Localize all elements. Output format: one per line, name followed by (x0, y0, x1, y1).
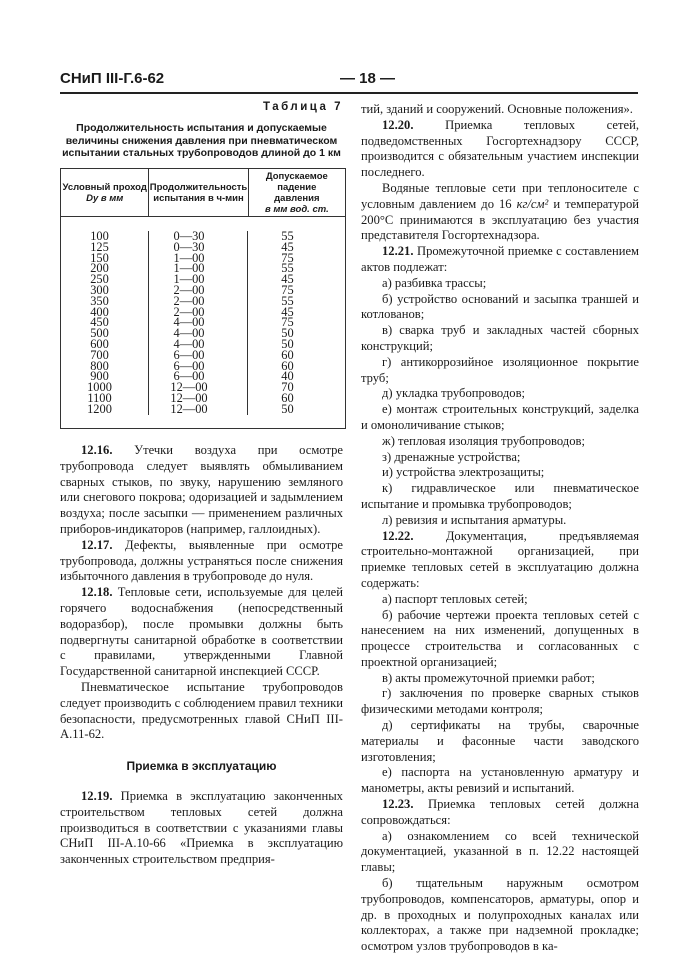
document-code: СНиП III-Г.6-62 (60, 70, 165, 87)
paragraph-12-23: 12.23. Приемка тепловых сетей должна сопровождаться: (361, 797, 639, 827)
paragraph-12-20: 12.20. Приемка тепловых сетей, подведомственных Госгортехнадзору СССР, производится с обязательным участием инспекции последнего. (361, 117, 639, 180)
list-item: е) монтаж строительных конструкций, заделка и омоноличивание стыков; (361, 402, 639, 432)
list-item: а) разбивка трассы; (382, 275, 487, 290)
table-cell: 350 (90, 293, 109, 308)
list-item: г) заключения по проверке сварных стыков физическими методами контроля; (361, 686, 639, 717)
table-cell: 75 (281, 282, 294, 297)
column-header-duration: Продолжительность испытания в ч-мин (149, 169, 248, 216)
paragraph-12-19: 12.19. Приемка в эксплуатацию законченных строительством тепловых сетей должна производиться в соответствии с указаниями главы СНиП III-А.10-66 «Приемка в эксплуатацию законченных строительством предприя- (60, 788, 343, 867)
paragraph-12-16: 12.16. Утечки воздуха при осмотре трубопровода следует выявлять обмыливанием сварных стыков, по звуку, нарушению земляного или снегового покрова; одоризацией и задымлением воздуха; после засыпки — применением различных приборов-индикаторов (например, галлоидных). (60, 443, 343, 536)
table-cell: 45 (281, 239, 294, 254)
paragraph-pneumatic-test: Пневматическое испытание трубопроводов следует производить с соблюдением правил техники безопасности, предусмотренных главой СНиП III-А.11-62. (60, 679, 343, 742)
table-header (61, 169, 345, 217)
table-cell: 6—00 (173, 347, 205, 362)
table-cell: 400 (90, 304, 109, 319)
table-cell: 450 (90, 315, 109, 330)
column-pressure-drop (248, 231, 345, 415)
table-cell: 75 (281, 250, 294, 265)
table-cell: 55 (281, 261, 294, 276)
list-item: е) паспорта на установленную арматуру и манометры, акты ревизий и испытаний. (361, 765, 639, 796)
list-item: б) тщательным наружным осмотром трубопроводов, компенсаторов, арматуры, опор и др. в проходных и полупроходных каналах или коллекторах, а также при надземной прокладке; осмотром узлов трубопроводов в ка- (361, 876, 639, 954)
list-item: г) антикоррозийное изоляционное покрытие труб; (361, 354, 639, 385)
table-cell: 800 (90, 358, 109, 373)
table-cell: 70 (281, 380, 294, 395)
list-12-23 (361, 829, 639, 955)
right-column-text (361, 102, 639, 955)
table-cell: 1—00 (173, 250, 205, 265)
table-cell: 12—00 (170, 401, 208, 416)
table-cell: 200 (90, 261, 109, 276)
table-cell: 12—00 (170, 390, 208, 405)
table-cell: 75 (281, 315, 294, 330)
table-cell: 1000 (87, 380, 112, 395)
list-item: в) сварка труб и закладных частей сборных конструкций; (361, 323, 639, 353)
list-item: а) паспорт тепловых сетей; (382, 591, 528, 606)
list-item: ж) тепловая изоляция трубопроводов; (382, 433, 585, 448)
table-cell: 60 (281, 390, 294, 405)
table-cell: 45 (281, 272, 294, 287)
list-item: з) дренажные устройства; (382, 449, 521, 464)
table-cell: 150 (90, 250, 109, 265)
table-cell: 1—00 (173, 261, 205, 276)
table-cell: 300 (90, 282, 109, 297)
table-cell: 4—00 (173, 336, 205, 351)
table-cell: 600 (90, 336, 109, 351)
list-item: б) устройство оснований и засыпка траншей и котлованов; (361, 291, 639, 322)
column-diameter (61, 231, 149, 415)
table-body (61, 217, 345, 428)
page-number: — 18 — (340, 70, 396, 87)
left-column-text (60, 443, 343, 868)
table-cell: 250 (90, 272, 109, 287)
table-title: Продолжительность испытания и допускаемые величины снижения давления при пневматическом испытании стальных трубопроводов длиной до 1 км (62, 122, 341, 159)
list-item: б) рабочие чертежи проекта тепловых сетей с нанесением на них изменений, допущенных в процессе строительства и согласованных с проектной организацией; (361, 607, 639, 669)
list-item: а) ознакомлением со всей технической документацией, указанной в п. 12.22 настоящей главы; (361, 828, 639, 875)
table-cell: 1—00 (173, 272, 205, 287)
list-item: и) устройства электрозащиты; (382, 465, 545, 480)
paragraph-continuation: тий, зданий и сооружений. Основные положения». (361, 102, 633, 116)
table-cell: 700 (90, 347, 109, 362)
column-header-diameter: Условный проход Dу в мм (61, 169, 149, 216)
table-cell: 900 (90, 369, 109, 384)
section-heading: Приемка в эксплуатацию (126, 759, 277, 774)
column-header-pressure-drop: Допускаемое падение давления в мм вод. ст. (264, 170, 329, 215)
paragraph-12-17: 12.17. Дефекты, выявленные при осмотре трубопровода, должны устраняться после снижения избыточного давления в трубопроводе до нуля. (60, 537, 343, 584)
column-duration (149, 231, 248, 415)
table-cell: 6—00 (173, 369, 205, 384)
table-cell: 60 (281, 358, 294, 373)
table-cell: 50 (281, 326, 294, 341)
list-item: л) ревизия и испытания арматуры. (382, 512, 567, 527)
paragraph-12-21: 12.21. Промежуточной приемке с составлением актов подлежат: (361, 244, 639, 274)
table-cell: 1100 (87, 390, 112, 405)
table-cell: 6—00 (173, 358, 205, 373)
table-cell: 40 (281, 369, 294, 384)
list-item: д) сертификаты на трубы, сварочные материалы и фасонные части заводского изготовления; (361, 718, 639, 764)
paragraph-12-22: 12.22. Документация, предъявляемая строительно-монтажной организацией, при приемке тепловых сетей в эксплуатацию должна содержать: (361, 528, 639, 590)
table-cell: 4—00 (173, 315, 205, 330)
paragraph-12-18: 12.18. Тепловые сети, используемые для целей горячего водоснабжения (непосредственный водоразбор), после промывки должны быть подвергнуты санитарной обработке в соответствии с правилами, утвержденными Главной Государственной санитарной инспекцией СССР. (60, 585, 343, 679)
table-cell: 1200 (87, 401, 112, 416)
table-cell: 2—00 (173, 282, 205, 297)
table-label: Таблица 7 (262, 101, 343, 113)
list-12-21 (361, 276, 639, 529)
table-cell: 500 (90, 326, 109, 341)
table-cell: 0—30 (173, 239, 205, 254)
table-cell: 2—00 (173, 304, 205, 319)
table-cell: 45 (281, 304, 294, 319)
table-cell: 2—00 (173, 293, 205, 308)
table-cell: 55 (281, 293, 294, 308)
table-cell: 50 (281, 401, 294, 416)
table-cell: 4—00 (173, 326, 205, 341)
table-cell: 12—00 (170, 380, 208, 395)
data-table (60, 168, 346, 429)
table-cell: 100 (90, 229, 109, 243)
list-item: в) акты промежуточной приемки работ; (382, 670, 595, 685)
list-item: к) гидравлическое или пневматическое испытание и промывка трубопроводов; (361, 481, 639, 511)
list-12-22 (361, 592, 639, 797)
paragraph-water-networks: Водяные тепловые сети при теплоносителе с условным давлением до 16 кг/см² и температурой 200°C принимаются в эксплуатацию без участия представителя Госгортехнадзора. (361, 180, 639, 243)
table-cell: 60 (281, 347, 294, 362)
table-cell: 55 (281, 229, 294, 243)
table-cell: 125 (90, 239, 109, 254)
table-cell: 0—30 (173, 229, 205, 243)
table-cell: 50 (281, 336, 294, 351)
page-header (60, 70, 638, 94)
list-item: д) укладка трубопроводов; (382, 386, 526, 401)
